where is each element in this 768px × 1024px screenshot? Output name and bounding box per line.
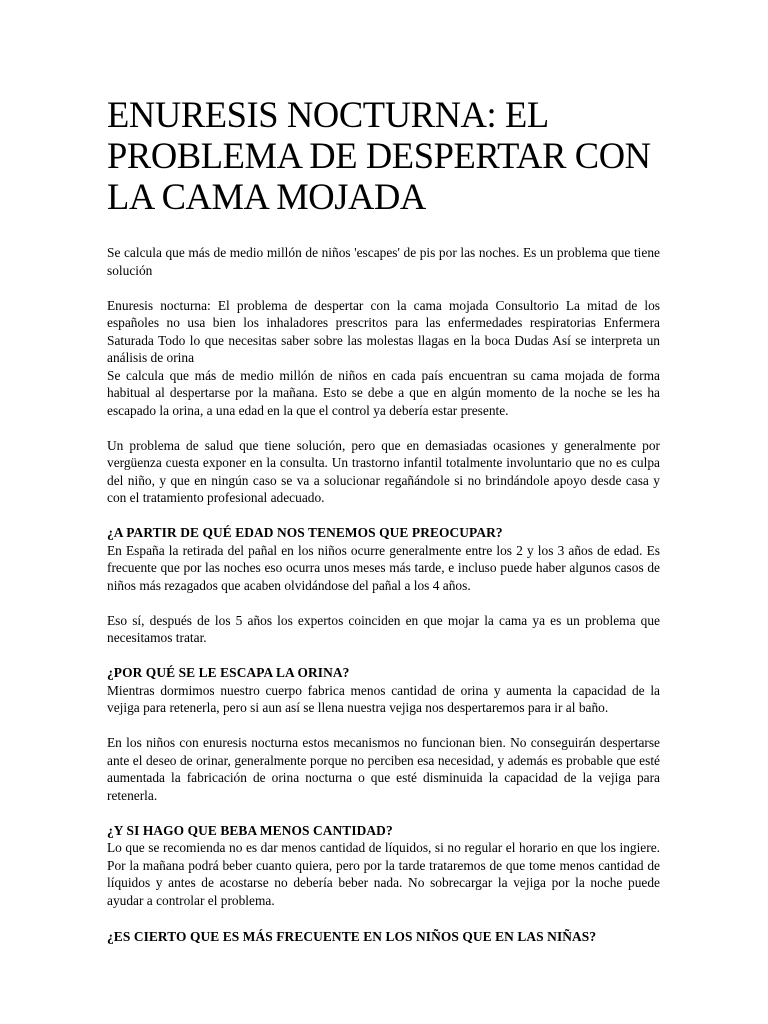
paragraph-health-problem: Un problema de salud que tiene solución, pero que en demasiadas ocasiones y generalmente por vergüenza cuesta exponer en la consulta. Un trastorno infantil totalmente involuntario que no es culpa del niño, y que en ningún caso se va a solucionar regañándole si no brindándole apoyo desde casa y con el tratamiento profesional adecuado. xyxy=(107,437,660,505)
paragraph-after-five: Eso sí, después de los 5 años los expertos coinciden en que mojar la cama ya es un problema que necesitamos tratar. xyxy=(107,612,660,645)
section-heading-age: ¿A PARTIR DE QUÉ EDAD NOS TENEMOS QUE PREOCUPAR? xyxy=(107,525,503,540)
paragraph-age: En España la retirada del pañal en los niños ocurre generalmente entre los 2 y los 3 años de edad. Es frecuente que por las noches eso ocurra unos meses más tarde, e incluso puede haber algunos casos de niños más rezagados que acaben olvidándose del pañal a los 4 años. xyxy=(107,542,660,593)
paragraph-overview: Se calcula que más de medio millón de niños en cada país encuentran su cama mojada de forma habitual al despertarse por la mañana. Esto se debe a que en algún momento de la noche se les ha escapado la orina, a una edad en la que el control ya debería estar presente. xyxy=(107,367,660,418)
section-heading-boys-girls: ¿ES CIERTO QUE ES MÁS FRECUENTE EN LOS NIÑOS QUE EN LAS NIÑAS? xyxy=(107,929,597,944)
intro-paragraph: Se calcula que más de medio millón de niños 'escapes' de pis por las noches. Es un problema que tiene solución xyxy=(107,245,660,278)
paragraph-why-sleep: Mientras dormimos nuestro cuerpo fabrica menos cantidad de orina y aumenta la capacidad de la vejiga para retenerla, pero si aun así se llena nuestra vejiga nos despertaremos para ir al baño. xyxy=(107,682,660,715)
document-title: ENURESIS NOCTURNA: EL PROBLEMA DE DESPERTAR CON LA CAMA MOJADA xyxy=(107,94,651,217)
paragraph-related-links: Enuresis nocturna: El problema de despertar con la cama mojada Consultorio La mitad de los españoles no usa bien los inhaladores prescritos para las enfermedades respiratorias Enfermera Saturada Todo lo que necesitas saber sobre las molestas llagas en la boca Dudas Así se interpreta un análisis de orina xyxy=(107,297,660,365)
paragraph-drink-less: Lo que se recomienda no es dar menos cantidad de líquidos, si no regular el horario en que los ingiere. Por la mañana podrá beber cuanto quiera, pero por la tarde trataremos de que tome menos cantidad de líquidos y antes de acostarse no debería beber nada. No sobrecargar la vejiga por la noche puede ayudar a controlar el problema. xyxy=(107,840,660,908)
section-heading-why: ¿POR QUÉ SE LE ESCAPA LA ORINA? xyxy=(107,665,350,680)
paragraph-mechanisms: En los niños con enuresis nocturna estos mecanismos no funcionan bien. No conseguirán despertarse ante el deseo de orinar, generalmente porque no perciben esa necesidad, y además es probable que esté aumentada la fabricación de orina nocturna o que esté disminuida la capacidad de la vejiga para retenerla. xyxy=(107,735,660,803)
document-page xyxy=(107,94,660,946)
section-heading-drink-less: ¿Y SI HAGO QUE BEBA MENOS CANTIDAD? xyxy=(107,822,393,838)
